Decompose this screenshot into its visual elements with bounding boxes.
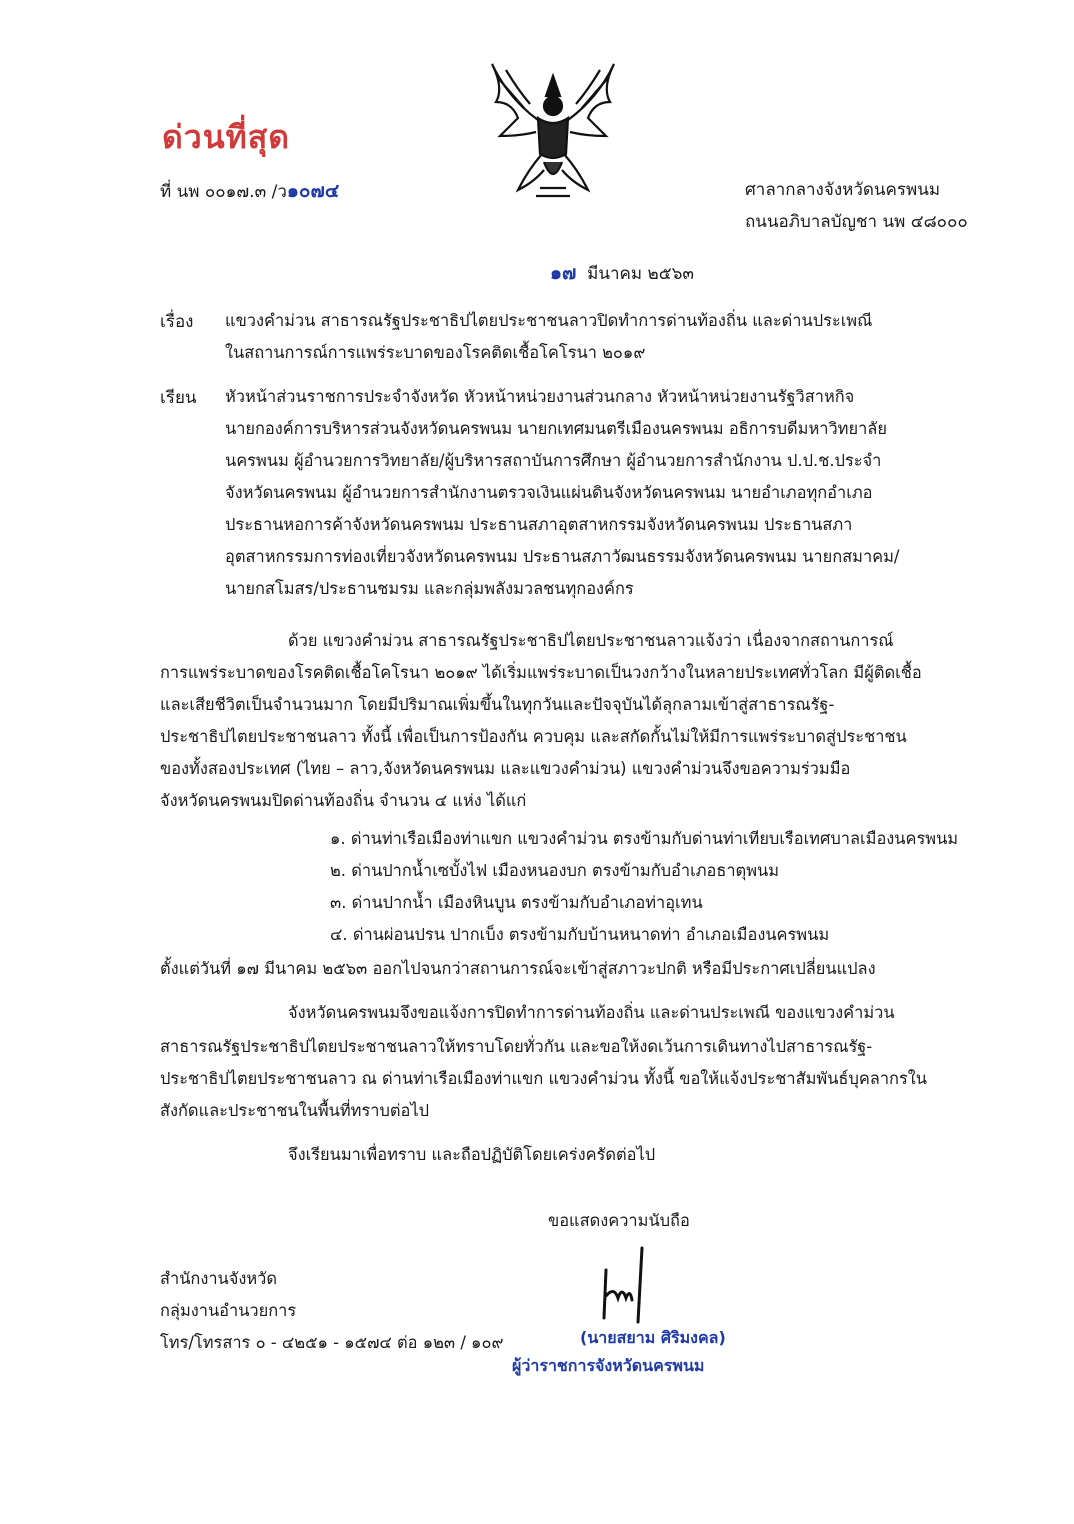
checkpoint-item: ๓. ด่านปากน้ำ เมืองหินบูน ตรงข้ามกับอำเภอท่าอุเทน	[330, 893, 703, 912]
recipient-line: ประธานหอการค้าจังหวัดนครพนม ประธานสภาอุตสาหกรรมจังหวัดนครพนม ประธานสภา	[225, 515, 853, 534]
footer-phone: โทร/โทรสาร ๐ - ๔๒๕๑ - ๑๕๗๔ ต่อ ๑๒๓ / ๑๐๙	[160, 1333, 504, 1352]
footer-division: กลุ่มงานอำนวยการ	[160, 1301, 297, 1320]
subject-line: แขวงคำม่วน สาธารณรัฐประชาธิปไตยประชาชนลาวปิดทำการด่านท้องถิ่น และด่านประเพณี	[225, 311, 873, 330]
body-line: ประชาธิปไตยประชาชนลาว ทั้งนี้ เพื่อเป็นการป้องกัน ควบคุม และสกัดกั้นไม่ให้มีการแพร่ระบาดสู่ประชาชน	[160, 727, 907, 746]
reference-prefix: ที่ นพ ๐๐๑๗.๓ /ว	[160, 182, 287, 202]
address-line2: ถนนอภิบาลบัญชา นพ ๔๘๐๐๐	[745, 212, 968, 232]
regards: ขอแสดงความนับถือ	[548, 1211, 690, 1230]
recipient-line: นครพนม ผู้อำนวยการวิทยาลัย/ผู้บริหารสถาบันการศึกษา ผู้อำนวยการสำนักงาน ป.ป.ช.ประจำ	[225, 451, 882, 470]
body-line: การแพร่ระบาดของโรคติดเชื้อโคโรนา ๒๐๑๙ ได้เริ่มแพร่ระบาดเป็นวงกว้างในหลายประเทศทั่วโลก มีผู้ติดเชื้อ	[160, 663, 922, 682]
footer-office: สำนักงานจังหวัด	[160, 1269, 278, 1288]
body-line: ด้วย แขวงคำม่วน สาธารณรัฐประชาธิปไตยประชาชนลาวแจ้งว่า เนื่องจากสถานการณ์	[288, 631, 894, 650]
body-line: สังกัดและประชาชนในพื้นที่ทราบต่อไป	[160, 1101, 430, 1120]
body-line: ประชาธิปไตยประชาชนลาว ณ ด่านท่าเรือเมืองท่าแขก แขวงคำม่วน ทั้งนี้ ขอให้แจ้งประชาสัมพันธ์บุคลากรใน	[160, 1069, 927, 1088]
body-line: สาธารณรัฐประชาธิปไตยประชาชนลาวให้ทราบโดยทั่วกัน และขอให้งดเว้นการเดินทางไปสาธารณรัฐ-	[160, 1037, 873, 1056]
closing-request: จึงเรียนมาเพื่อทราบ และถือปฏิบัติโดยเคร่งครัดต่อไป	[288, 1145, 656, 1164]
date-day: ๑๗	[550, 262, 577, 284]
address-line1: ศาลากลางจังหวัดนครพนม	[745, 180, 941, 200]
recipient-line: จังหวัดนครพนม ผู้อำนวยการสำนักงานตรวจเงินแผ่นดินจังหวัดนครพนม นายอำเภอทุกอำเภอ	[225, 483, 873, 502]
recipient-line: นายกองค์การบริหารส่วนจังหวัดนครพนม นายกเทศมนตรีเมืองนครพนม อธิการบดีมหาวิทยาลัย	[225, 419, 887, 438]
body-line: และเสียชีวิตเป็นจำนวนมาก โดยมีปริมาณเพิ่มขึ้นในทุกวันและปัจจุบันได้ลุกลามเข้าสู่สาธารณรัฐ-	[160, 695, 835, 714]
garuda-emblem-icon	[478, 58, 628, 208]
document-date	[550, 258, 694, 288]
reference-number	[160, 176, 339, 206]
reference-handwritten-number: ๑๐๗๔	[286, 180, 340, 202]
checkpoint-item: ๑. ด่านท่าเรือเมืองท่าแขก แขวงคำม่วน ตรงข้ามกับด่านท่าเทียบเรือเทศบาลเมืองนครพนม	[330, 829, 959, 848]
handwritten-signature-icon	[596, 1240, 656, 1330]
signer-name: (นายสยาม ศิริมงคล)	[580, 1328, 726, 1347]
body-line: จังหวัดนครพนมปิดด่านท้องถิ่น จำนวน ๔ แห่ง ได้แก่	[160, 791, 527, 810]
checkpoint-item: ๔. ด่านผ่อนปรน ปากเบ็ง ตรงข้ามกับบ้านหนาดท่า อำเภอเมืองนครพนม	[330, 925, 830, 944]
subject-label: เรื่อง	[160, 312, 194, 332]
body-line: ของทั้งสองประเทศ (ไทย – ลาว,จังหวัดนครพนม และแขวงคำม่วน) แขวงคำม่วนจึงขอความร่วมมือ	[160, 759, 851, 778]
signer-position: ผู้ว่าราชการจังหวัดนครพนม	[512, 1356, 705, 1375]
checkpoint-item: ๒. ด่านปากน้ำเซบั้งไฟ เมืองหนองบก ตรงข้ามกับอำเภอธาตุพนม	[330, 861, 780, 880]
urgency-stamp: ด่วนที่สุด	[162, 118, 291, 156]
recipient-label: เรียน	[160, 388, 197, 408]
body-line: จังหวัดนครพนมจึงขอแจ้งการปิดทำการด่านท้องถิ่น และด่านประเพณี ของแขวงคำม่วน	[288, 1003, 895, 1022]
recipient-line: หัวหน้าส่วนราชการประจำจังหวัด หัวหน้าหน่วยงานส่วนกลาง หัวหน้าหน่วยงานรัฐวิสาหกิจ	[225, 387, 855, 406]
recipient-line: อุตสาหกรรมการท่องเที่ยวจังหวัดนครพนม ประธานสภาวัฒนธรรมจังหวัดนครพนม นายกสมาคม/	[225, 547, 900, 566]
subject-line: ในสถานการณ์การแพร่ระบาดของโรคติดเชื้อโคโรนา ๒๐๑๙	[225, 343, 646, 362]
recipient-line: นายกสโมสร/ประธานชมรม และกลุ่มพลังมวลชนทุกองค์กร	[225, 579, 634, 598]
date-month-year: มีนาคม ๒๕๖๓	[587, 264, 695, 284]
effective-date-line: ตั้งแต่วันที่ ๑๗ มีนาคม ๒๕๖๓ ออกไปจนกว่าสถานการณ์จะเข้าสู่สภาวะปกติ หรือมีประกาศเปลี่ยนแปลง	[160, 959, 876, 978]
